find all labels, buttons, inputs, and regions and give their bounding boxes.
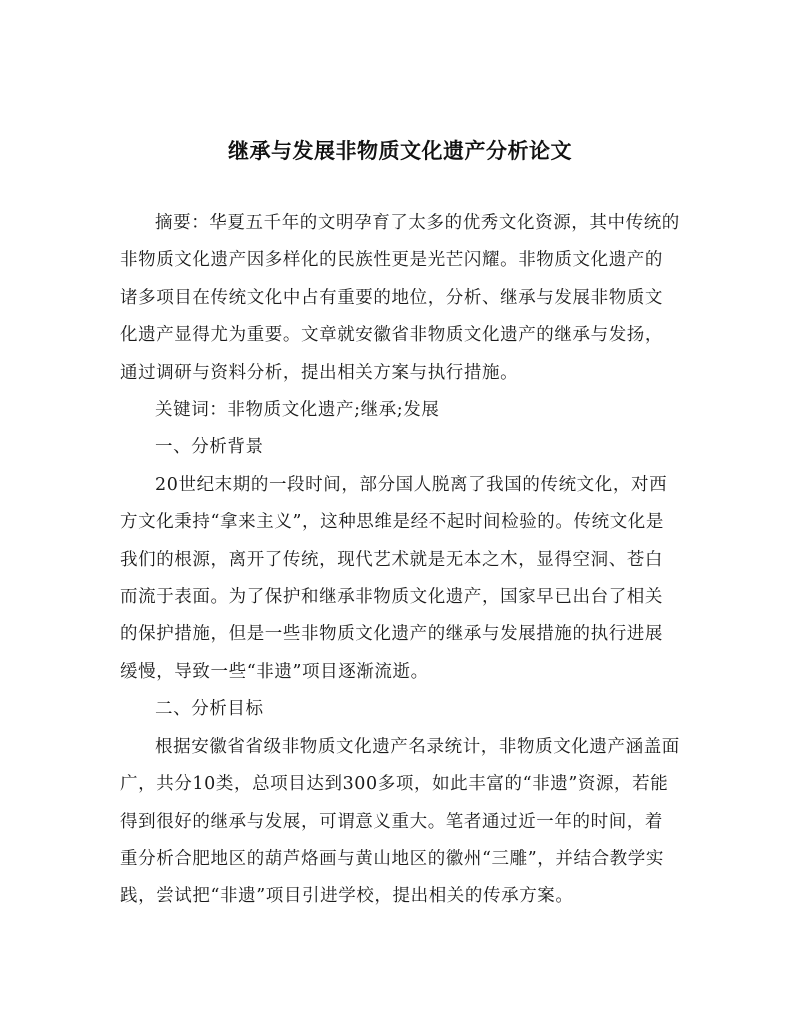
abstract-paragraph: 摘要：华夏五千年的文明孕育了太多的优秀文化资源，其中传统的非物质文化遗产因多样化的民族性更是光芒闪耀。非物质文化遗产的诸多项目在传统文化中占有重要的地位，分析、继承与发展非物质文化遗产显得尤为重要。文章就安徽省非物质文化遗产的继承与发扬，通过调研与资料分析，提出相关方案与执行措施。 — [120, 213, 680, 383]
document-body — [120, 205, 680, 916]
keywords-paragraph: 关键词：非物质文化遗产;继承;发展 — [155, 400, 440, 421]
background-paragraph: 20世纪末期的一段时间，部分国人脱离了我国的传统文化，对西方文化秉持“拿来主义”，这种思维是经不起时间检验的。传统文化是我们的根源，离开了传统，现代艺术就是无本之木，显得空洞、苍白而流于表面。为了保护和继承非物质文化遗产，国家早已出台了相关的保护措施，但是一些非物质文化遗产的继承与发展措施的执行进展缓慢，导致一些“非遗”项目逐渐流逝。 — [120, 474, 668, 682]
goals-paragraph: 根据安徽省省级非物质文化遗产名录统计，非物质文化遗产涵盖面广，共分10类，总项目达到300多项，如此丰富的“非遗”资源，若能得到很好的继承与发展，可谓意义重大。笔者通过近一年的时间，着重分析合肥地区的葫芦烙画与黄山地区的徽州“三雕”，并结合教学实践，尝试把“非遗”项目引进学校，提出相关的传承方案。 — [120, 736, 680, 907]
document-title: 继承与发展非物质文化遗产分析论文 — [228, 138, 572, 163]
section-heading-goals: 二、分析目标 — [155, 699, 264, 720]
section-heading-background: 一、分析背景 — [155, 437, 264, 458]
